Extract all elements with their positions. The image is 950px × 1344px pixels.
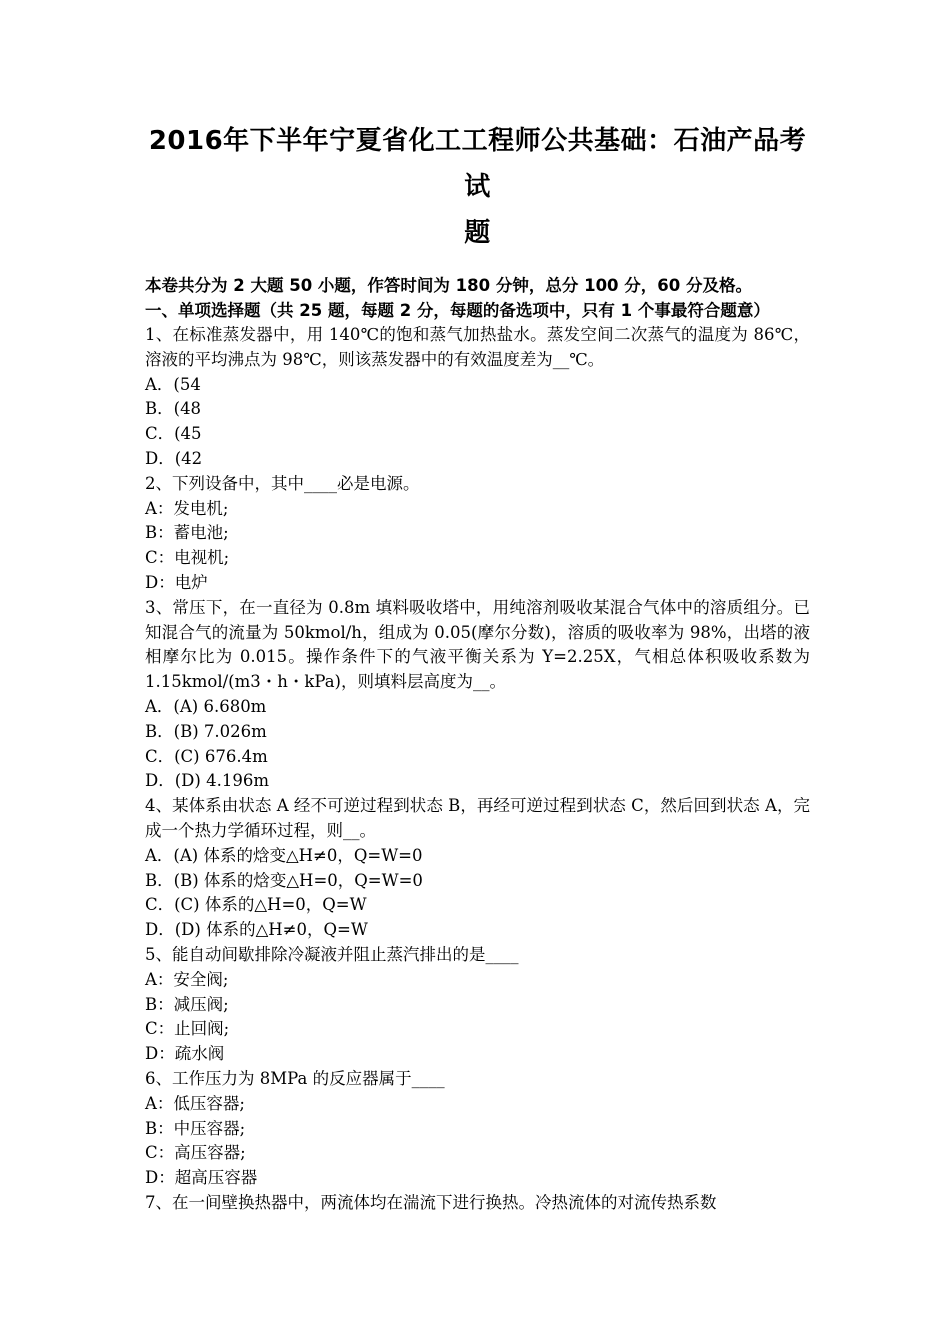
question-3 <box>145 596 810 794</box>
question-6 <box>145 1067 810 1191</box>
option-c: C：高压容器; <box>145 1143 246 1163</box>
exam-intro <box>145 274 810 299</box>
option-b: B．(B) 7.026m <box>145 721 267 741</box>
question-1 <box>145 323 810 472</box>
option-c: C．(45 <box>145 424 202 444</box>
question-stem: 4、某体系由状态 A 经不可逆过程到状态 B，再经可逆过程到状态 C，然后回到状态 A，完成一个热力学循环过程，则__。 <box>145 796 810 840</box>
question-4 <box>145 794 810 943</box>
option-b: B：减压阀; <box>145 994 229 1014</box>
option-b: B．(48 <box>145 399 202 419</box>
option-a: A．(A) 体系的焓变△H≠0，Q=W=0 <box>145 845 423 865</box>
option-d: D：疏水阀 <box>145 1044 225 1064</box>
option-a: A：低压容器; <box>145 1093 245 1113</box>
option-b: B：中压容器; <box>145 1118 246 1138</box>
option-b: B：蓄电池; <box>145 523 229 543</box>
option-c: C：止回阀; <box>145 1019 230 1039</box>
question-list <box>145 323 810 1216</box>
option-d: D：电炉 <box>145 572 208 592</box>
question-2 <box>145 472 810 596</box>
question-stem: 7、在一间壁换热器中，两流体均在湍流下进行换热。冷热流体的对流传热系数 <box>145 1192 717 1212</box>
option-a: A：发电机; <box>145 498 229 518</box>
page-title <box>145 118 810 256</box>
option-a: A．(54 <box>145 374 201 394</box>
option-c: C：电视机; <box>145 548 230 568</box>
option-c: C．(C) 676.4m <box>145 746 268 766</box>
question-5 <box>145 943 810 1067</box>
document-body <box>145 118 810 1216</box>
question-7 <box>145 1191 810 1216</box>
intro-text: 本卷共分为 2 大题 50 小题，作答时间为 180 分钟，总分 100 分，60 分及格。 <box>145 276 752 295</box>
title-line-1: 2016年下半年宁夏省化工工程师公共基础：石油产品考试 <box>148 126 807 202</box>
option-a: A：安全阀; <box>145 969 229 989</box>
question-stem: 1、在标准蒸发器中，用 140℃的饱和蒸气加热盐水。蒸发空间二次蒸气的温度为 86℃，溶液的平均沸点为 98℃，则该蒸发器中的有效温度差为__℃。 <box>145 325 810 369</box>
section-heading: 一、单项选择题（共 25 题，每题 2 分，每题的备选项中，只有 1 个事最符合题意） <box>145 300 770 320</box>
question-stem: 3、常压下，在一直径为 0.8m 填料吸收塔中，用纯溶剂吸收某混合气体中的溶质组分。已知混合气的流量为 50kmol/h，组成为 0.05(摩尔分数)，溶质的吸收率为 98%，出塔的液相摩尔比为 0.015。操作条件下的气液平衡关系为 Y=2.25X，气相总体积吸收系数为 1.15kmol/(m3・h・kPa)，则填料层高度为__。 <box>145 597 810 692</box>
question-stem: 5、能自动间歇排除冷凝液并阻止蒸汽排出的是____ <box>145 944 519 964</box>
option-d: D．(D) 4.196m <box>145 771 269 791</box>
option-b: B．(B) 体系的焓变△H=0，Q=W=0 <box>145 870 423 890</box>
option-c: C．(C) 体系的△H=0，Q=W <box>145 895 367 915</box>
option-a: A．(A) 6.680m <box>145 696 267 716</box>
title-line-2: 题 <box>464 218 491 248</box>
option-d: D．(42 <box>145 448 203 468</box>
question-stem: 6、工作压力为 8MPa 的反应器属于____ <box>145 1068 445 1088</box>
option-d: D．(D) 体系的△H≠0，Q=W <box>145 920 368 940</box>
option-d: D：超高压容器 <box>145 1168 258 1188</box>
question-stem: 2、下列设备中，其中____必是电源。 <box>145 473 420 493</box>
